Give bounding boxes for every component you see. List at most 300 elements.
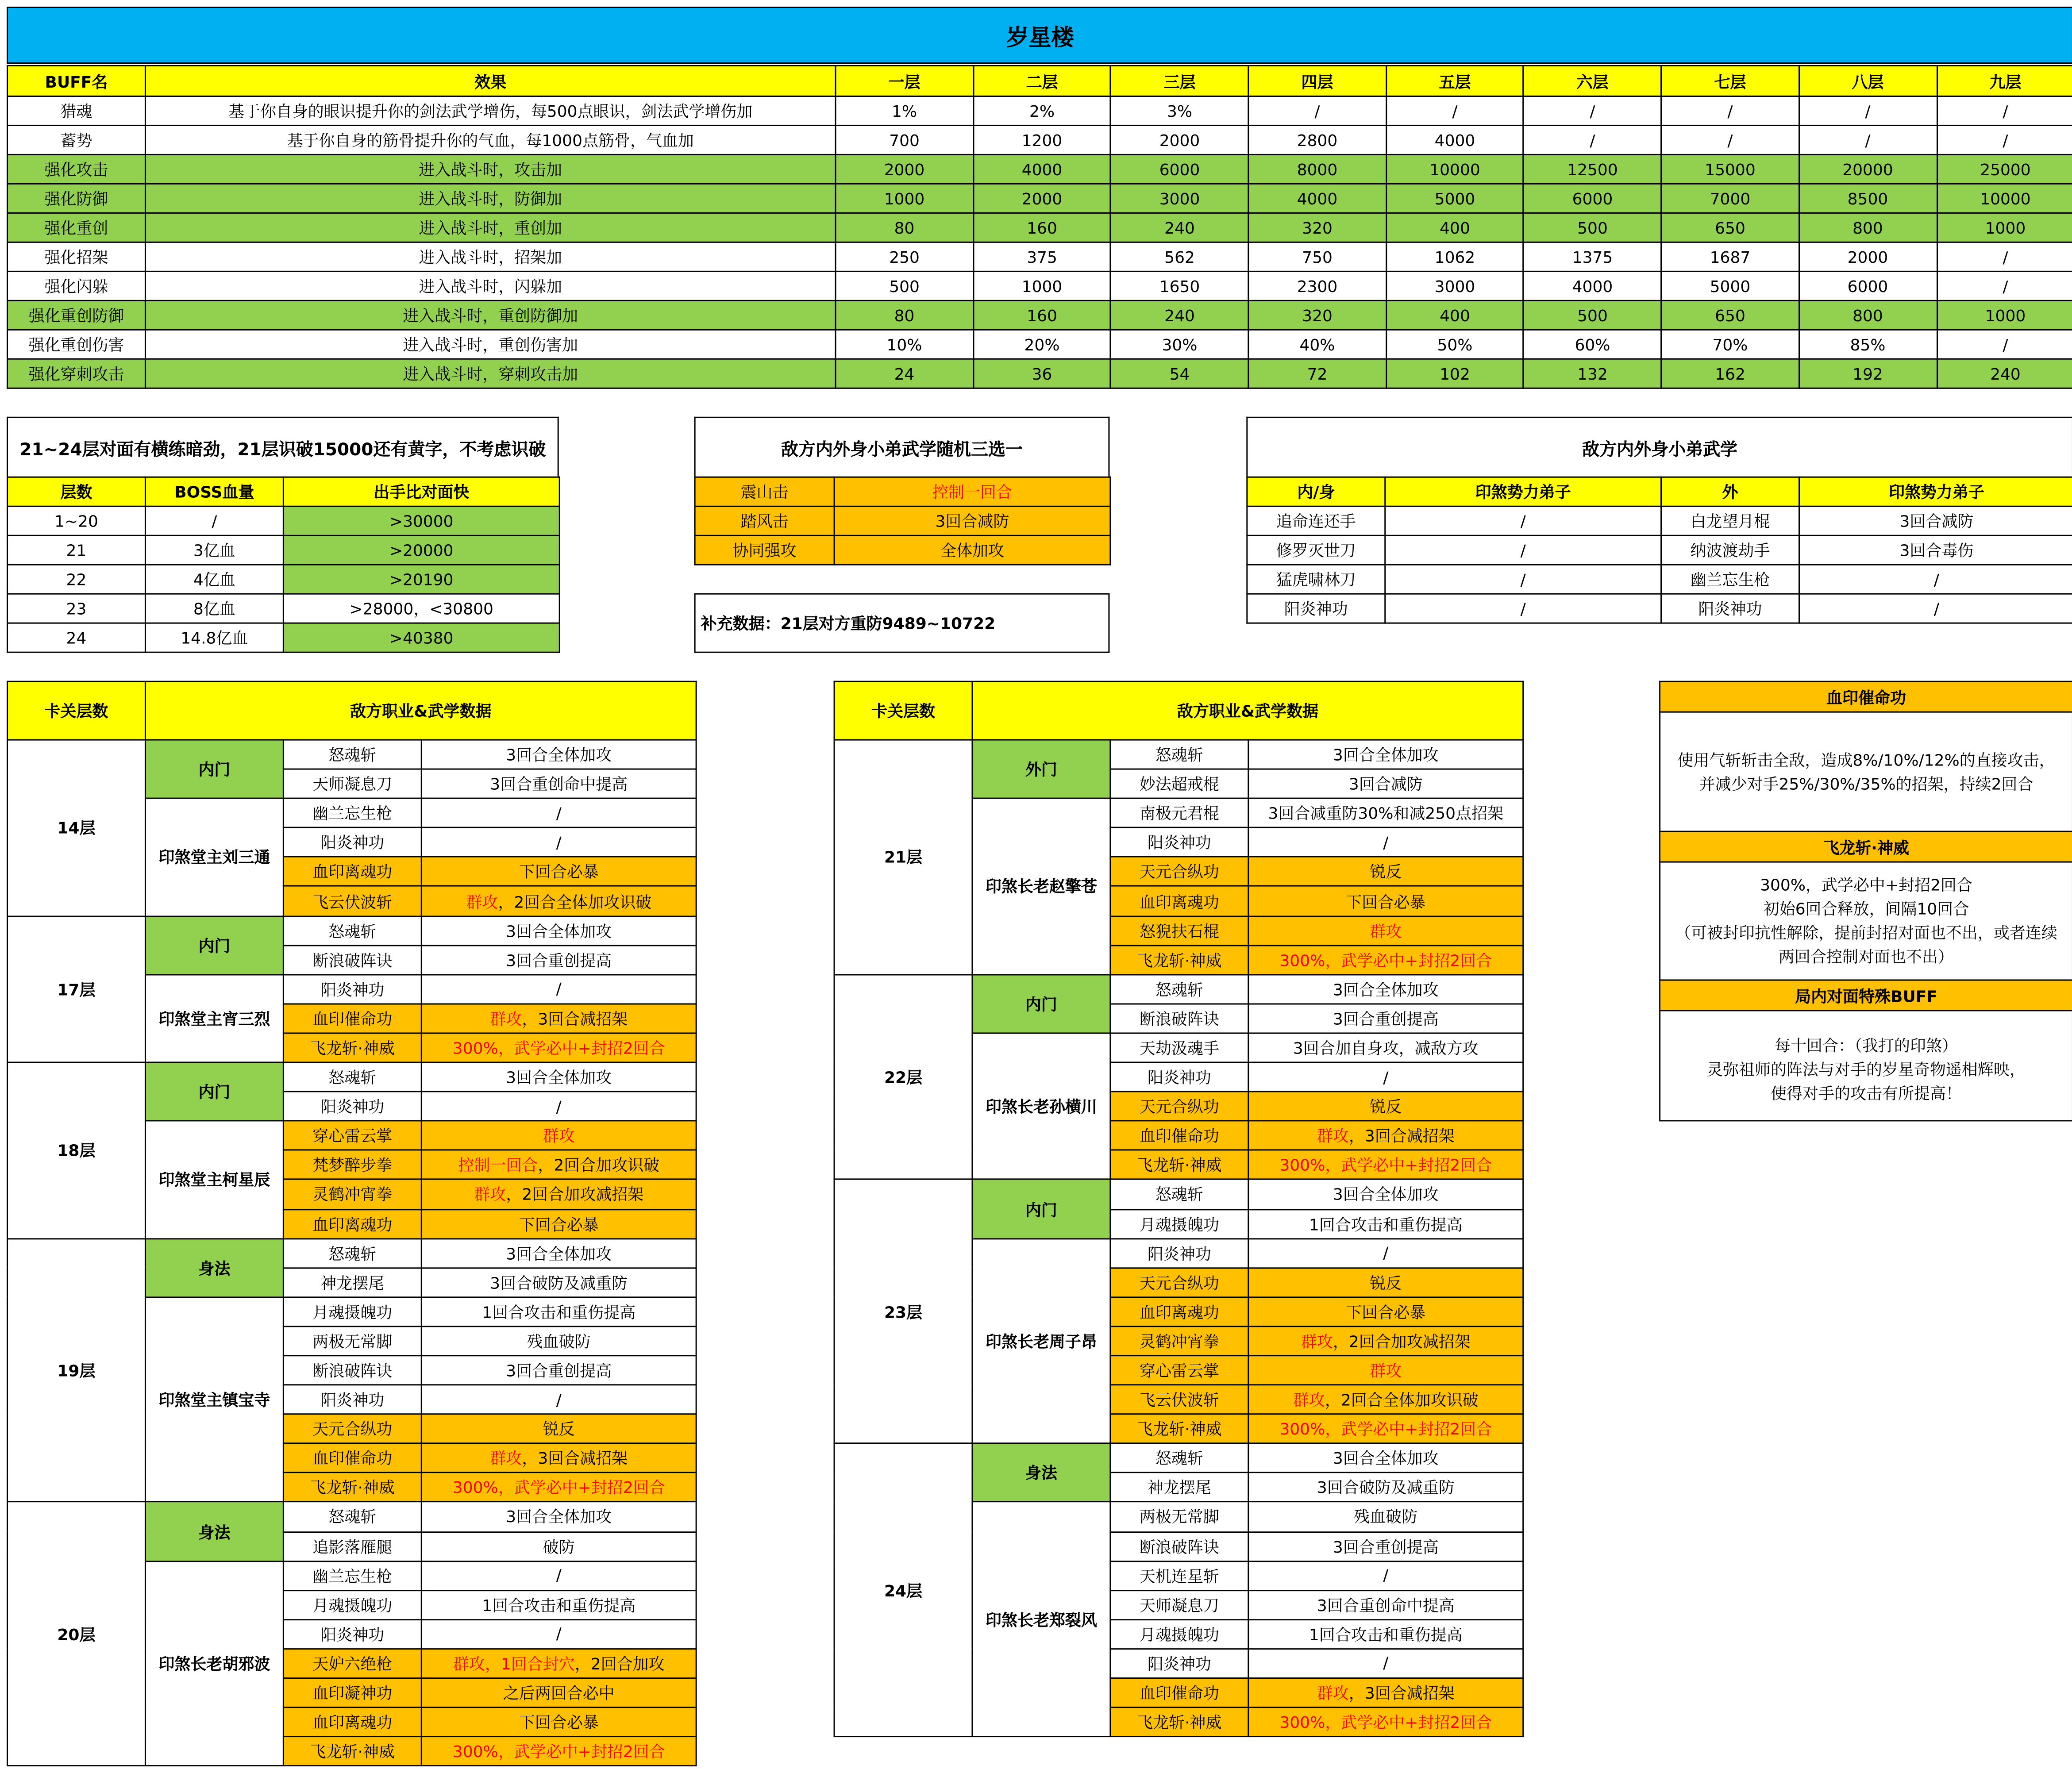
boss-row bbox=[7, 623, 559, 652]
minion-cell: 白龙望月棍 bbox=[1661, 506, 1799, 535]
skill-name: 穿心雷云掌 bbox=[283, 1121, 421, 1150]
buff-row bbox=[7, 271, 2072, 300]
skill-effect: 3回合减重防30%和减250点招架 bbox=[1248, 799, 1523, 828]
skill-effect bbox=[421, 1180, 696, 1209]
skill-name: 月魂摄魄功 bbox=[283, 1297, 421, 1326]
skill-name: 血印离魂功 bbox=[1110, 1297, 1248, 1326]
faction-label: 身法 bbox=[145, 1238, 283, 1297]
buff-value: 500 bbox=[1524, 300, 1661, 330]
skill-effect-rest: ，3回合减招架 bbox=[1348, 1127, 1455, 1146]
skill-effect-highlight: 群攻 bbox=[1317, 1127, 1349, 1146]
minion-cell: 阳炎神功 bbox=[1247, 594, 1385, 623]
skill-effect bbox=[421, 1033, 696, 1062]
skill-effect bbox=[1248, 1356, 1523, 1385]
floor-level: 18层 bbox=[7, 1062, 145, 1238]
buff-value: / bbox=[1937, 242, 2072, 271]
boss-cell: 23 bbox=[7, 594, 145, 623]
boss-cell: 8亿血 bbox=[145, 594, 283, 623]
skill-effect: 1回合攻击和重伤提高 bbox=[1248, 1619, 1523, 1649]
minion-header-row bbox=[1247, 477, 2072, 506]
skill-effect-highlight: 群攻 bbox=[1293, 1391, 1325, 1410]
skill-name: 阳炎神功 bbox=[283, 828, 421, 857]
skill-effect-highlight: 群攻 bbox=[1370, 922, 1402, 941]
skill-effect-highlight: 群攻 bbox=[543, 1127, 575, 1146]
buff-name: 猎魂 bbox=[7, 96, 145, 125]
skill-effect-rest: ，2回合加攻识破 bbox=[538, 1156, 660, 1175]
buff-value: 72 bbox=[1248, 359, 1386, 388]
minion-cell: / bbox=[1385, 535, 1661, 565]
note-line: 使得对手的攻击有所提高！ bbox=[1771, 1083, 1962, 1102]
boss-cell: 3亿血 bbox=[145, 535, 283, 565]
buff-value: 70% bbox=[1661, 330, 1799, 359]
note-line: 300%，武学必中+封招2回合 bbox=[1760, 876, 1972, 895]
buff-value: 1200 bbox=[973, 125, 1111, 154]
faction-label: 内门 bbox=[145, 1062, 283, 1121]
floor-level: 23层 bbox=[834, 1180, 972, 1443]
skill-effect: / bbox=[421, 1619, 696, 1649]
skill-row bbox=[7, 740, 696, 769]
buff-value: / bbox=[1248, 96, 1386, 125]
skill-effect-highlight: 群攻 bbox=[466, 892, 498, 911]
buff-row bbox=[7, 125, 2072, 154]
skill-effect-rest: ，2回合加攻减招架 bbox=[1333, 1332, 1471, 1351]
skill-effect: 破防 bbox=[421, 1531, 696, 1561]
buff-value: 1375 bbox=[1524, 242, 1661, 271]
buff-value: 1000 bbox=[1937, 300, 2072, 330]
skill-effect: 1回合攻击和重伤提高 bbox=[421, 1297, 696, 1326]
title-bar bbox=[7, 7, 2072, 64]
buff-value: 750 bbox=[1248, 242, 1386, 271]
skill-name: 穿心雷云掌 bbox=[1110, 1356, 1248, 1385]
faction-label: 内门 bbox=[972, 1180, 1110, 1238]
buff-header-cell: 六层 bbox=[1524, 65, 1661, 96]
floor-header-row bbox=[834, 681, 1523, 740]
skill-row bbox=[7, 916, 696, 945]
buff-value: 500 bbox=[1524, 213, 1661, 242]
buff-value: 3% bbox=[1111, 96, 1248, 125]
skill-effect bbox=[421, 886, 696, 915]
minion-header-cell: 内/身 bbox=[1247, 477, 1385, 506]
boss-cell: / bbox=[145, 506, 283, 535]
skill-effect: / bbox=[1248, 1561, 1523, 1590]
buff-value: 240 bbox=[1111, 300, 1248, 330]
skill-name: 血印催命功 bbox=[1110, 1678, 1248, 1707]
buff-value: 2000 bbox=[836, 154, 973, 184]
floor-header-level: 卡关层数 bbox=[7, 681, 145, 740]
buff-value: 650 bbox=[1661, 300, 1799, 330]
buff-value: / bbox=[1524, 125, 1661, 154]
skill-name: 月魂摄魄功 bbox=[1110, 1619, 1248, 1649]
buff-name: 强化招架 bbox=[7, 242, 145, 271]
skill-effect: / bbox=[1248, 1649, 1523, 1678]
random-row bbox=[695, 535, 1110, 565]
buff-header-cell: 三层 bbox=[1111, 65, 1248, 96]
random-title: 敌方内外身小弟武学随机三选一 bbox=[781, 440, 1023, 460]
skill-effect: 3回合重创提高 bbox=[421, 945, 696, 974]
buff-value: 1687 bbox=[1661, 242, 1799, 271]
skill-name: 南极元君棍 bbox=[1110, 799, 1248, 828]
buff-value: 4000 bbox=[1248, 184, 1386, 213]
skill-effect: 下回合必暴 bbox=[421, 1707, 696, 1737]
buff-effect: 基于你自身的眼识提升你的剑法武学增伤，每500点眼识，剑法武学增伤加 bbox=[145, 96, 836, 125]
faction-label: 外门 bbox=[972, 740, 1110, 799]
minion-row bbox=[1247, 506, 2072, 535]
skill-name: 天机连星斩 bbox=[1110, 1561, 1248, 1590]
buff-value: / bbox=[1937, 271, 2072, 300]
skill-name: 血印凝神功 bbox=[283, 1678, 421, 1707]
skill-name: 阳炎神功 bbox=[1110, 1238, 1248, 1268]
skill-effect: 3回合全体加攻 bbox=[421, 916, 696, 945]
minion-cell: / bbox=[1799, 565, 2072, 594]
skill-effect-highlight: 300%，武学必中+封招2回合 bbox=[452, 1039, 665, 1058]
boss-cell: 4亿血 bbox=[145, 565, 283, 594]
skill-name: 飞云伏波斩 bbox=[1110, 1385, 1248, 1414]
random-row bbox=[695, 477, 1110, 506]
buff-row bbox=[7, 213, 2072, 242]
buff-name: 强化重创防御 bbox=[7, 300, 145, 330]
buff-value: 1000 bbox=[1937, 213, 2072, 242]
buff-value: / bbox=[1799, 96, 1937, 125]
buff-header-cell: 四层 bbox=[1248, 65, 1386, 96]
skill-effect-rest: ，3回合减招架 bbox=[522, 1010, 628, 1029]
skill-effect bbox=[421, 1121, 696, 1150]
skill-name: 飞龙斩·神威 bbox=[1110, 1150, 1248, 1180]
faction-label: 印煞长老胡邪波 bbox=[145, 1561, 283, 1766]
skill-effect: 残血破防 bbox=[1248, 1502, 1523, 1531]
skill-name: 怒魂斩 bbox=[283, 1238, 421, 1268]
skill-name: 阳炎神功 bbox=[1110, 828, 1248, 857]
skill-name: 灵鹤冲宵拳 bbox=[1110, 1326, 1248, 1355]
skill-effect-highlight: 群攻 bbox=[490, 1010, 522, 1029]
buff-value: 25000 bbox=[1937, 154, 2072, 184]
boss-cell: 21 bbox=[7, 535, 145, 565]
skill-effect bbox=[1248, 916, 1523, 945]
note-title: 局内对面特殊BUFF bbox=[1660, 979, 2072, 1011]
floor-level: 19层 bbox=[7, 1238, 145, 1502]
buff-value: 15000 bbox=[1661, 154, 1799, 184]
skill-name: 天元合纵功 bbox=[1110, 1268, 1248, 1297]
faction-label: 印煞堂主镇宝寺 bbox=[145, 1297, 283, 1502]
buff-value: 1000 bbox=[836, 184, 973, 213]
buff-value: 320 bbox=[1248, 300, 1386, 330]
boss-cell: >30000 bbox=[283, 506, 559, 535]
skill-row bbox=[7, 1502, 696, 1531]
minion-cell: 3回合减防 bbox=[1799, 506, 2072, 535]
boss-cell: >20190 bbox=[283, 565, 559, 594]
faction-label: 内门 bbox=[145, 740, 283, 799]
buff-value: / bbox=[1661, 125, 1799, 154]
boss-table bbox=[7, 477, 560, 653]
minion-cell: 修罗灭世刀 bbox=[1247, 535, 1385, 565]
buff-value: 7000 bbox=[1661, 184, 1799, 213]
skill-effect: 3回合减防 bbox=[1248, 769, 1523, 798]
skill-name: 断浪破阵诀 bbox=[283, 945, 421, 974]
skill-name: 月魂摄魄功 bbox=[283, 1590, 421, 1619]
buff-value: 60% bbox=[1524, 330, 1661, 359]
buff-value: 700 bbox=[836, 125, 973, 154]
buff-row bbox=[7, 242, 2072, 271]
floor-header-level: 卡关层数 bbox=[834, 681, 972, 740]
buff-value: 500 bbox=[836, 271, 973, 300]
skill-effect: / bbox=[421, 1561, 696, 1590]
note-line: 每十回合：（我打的印煞） bbox=[1775, 1035, 1958, 1054]
minion-row bbox=[1247, 594, 2072, 623]
buff-value: / bbox=[1937, 96, 2072, 125]
buff-value: 30% bbox=[1111, 330, 1248, 359]
minion-row bbox=[1247, 535, 2072, 565]
faction-label: 内门 bbox=[145, 916, 283, 975]
buff-effect: 进入战斗时，重创加 bbox=[145, 213, 836, 242]
skill-effect: 下回合必暴 bbox=[1248, 1297, 1523, 1326]
page-title: 岁星楼 bbox=[1006, 25, 1074, 52]
buff-value: 36 bbox=[973, 359, 1111, 388]
skill-effect-rest: ，2回合全体加攻识破 bbox=[1325, 1391, 1479, 1410]
skill-effect: 下回合必暴 bbox=[1248, 886, 1523, 915]
skill-effect bbox=[421, 1004, 696, 1033]
note-body bbox=[1660, 713, 2072, 831]
skill-name: 怒魂斩 bbox=[283, 1502, 421, 1531]
note-line: （可被封印抗性解除，提前封招对面也不出，或者连续 bbox=[1675, 923, 2057, 942]
skill-name: 追影落雁腿 bbox=[283, 1531, 421, 1561]
buff-value: 40% bbox=[1248, 330, 1386, 359]
skill-effect: 3回合全体加攻 bbox=[421, 740, 696, 769]
skill-effect: 残血破防 bbox=[421, 1326, 696, 1355]
boss-cell: >20000 bbox=[283, 535, 559, 565]
buff-name: 强化防御 bbox=[7, 184, 145, 213]
buff-header-cell: 九层 bbox=[1937, 65, 2072, 96]
skill-name: 怒猊扶石棍 bbox=[1110, 916, 1248, 945]
skill-effect-highlight: 300%，武学必中+封招2回合 bbox=[1279, 1713, 1492, 1732]
buff-value: / bbox=[1524, 96, 1661, 125]
buff-value: 160 bbox=[973, 300, 1111, 330]
buff-value: 80 bbox=[836, 213, 973, 242]
random-skill: 震山击 bbox=[695, 477, 834, 506]
buff-value: 20% bbox=[973, 330, 1111, 359]
skill-name: 月魂摄魄功 bbox=[1110, 1209, 1248, 1238]
buff-value: 562 bbox=[1111, 242, 1248, 271]
skill-effect-highlight: 300%，武学必中+封招2回合 bbox=[1279, 1420, 1492, 1439]
skill-effect: 1回合攻击和重伤提高 bbox=[421, 1590, 696, 1619]
skill-name: 天元合纵功 bbox=[283, 1414, 421, 1443]
buff-value: 400 bbox=[1386, 300, 1524, 330]
buff-value: / bbox=[1386, 96, 1524, 125]
boss-row bbox=[7, 535, 559, 565]
skill-name: 阳炎神功 bbox=[283, 1092, 421, 1121]
buff-value: 20000 bbox=[1799, 154, 1937, 184]
buff-value: 2% bbox=[973, 96, 1111, 125]
buff-value: 192 bbox=[1799, 359, 1937, 388]
skill-effect: 3回合破防及减重防 bbox=[421, 1268, 696, 1297]
skill-row bbox=[7, 1238, 696, 1268]
buff-value: / bbox=[1937, 125, 2072, 154]
skill-name: 幽兰忘生枪 bbox=[283, 799, 421, 828]
buff-header-row bbox=[7, 65, 2072, 96]
skill-effect: 锐反 bbox=[1248, 857, 1523, 886]
floor-level: 14层 bbox=[7, 740, 145, 916]
skill-name: 怒魂斩 bbox=[1110, 974, 1248, 1004]
skill-effect: 3回合重创提高 bbox=[1248, 1004, 1523, 1033]
skill-effect bbox=[1248, 1385, 1523, 1414]
skill-effect: 锐反 bbox=[1248, 1268, 1523, 1297]
buff-value: 3000 bbox=[1111, 184, 1248, 213]
skill-effect: 3回合全体加攻 bbox=[1248, 1180, 1523, 1209]
skill-effect: 3回合全体加攻 bbox=[421, 1062, 696, 1092]
skill-name: 血印离魂功 bbox=[283, 1209, 421, 1238]
skill-effect bbox=[1248, 1678, 1523, 1707]
buff-value: 2000 bbox=[1111, 125, 1248, 154]
faction-label: 身法 bbox=[972, 1443, 1110, 1502]
buff-value: / bbox=[1937, 330, 2072, 359]
minion-table bbox=[1246, 477, 2072, 624]
buff-value: 8500 bbox=[1799, 184, 1937, 213]
skill-effect-rest: ，3回合减招架 bbox=[522, 1450, 628, 1469]
skill-effect: 3回合全体加攻 bbox=[421, 1502, 696, 1531]
skill-effect bbox=[1248, 1326, 1523, 1355]
skill-effect: / bbox=[421, 799, 696, 828]
buff-value: 320 bbox=[1248, 213, 1386, 242]
skill-name: 天劫汲魂手 bbox=[1110, 1033, 1248, 1062]
skill-name: 血印离魂功 bbox=[283, 857, 421, 886]
skill-name: 飞龙斩·神威 bbox=[283, 1033, 421, 1062]
skill-effect: 锐反 bbox=[1248, 1092, 1523, 1121]
skill-effect: 3回合重创命中提高 bbox=[1248, 1590, 1523, 1619]
buff-effect: 进入战斗时，招架加 bbox=[145, 242, 836, 271]
skill-effect-highlight: 群攻 bbox=[1317, 1684, 1349, 1703]
minion-cell: / bbox=[1799, 594, 2072, 623]
boss-header-cell: 出手比对面快 bbox=[283, 477, 559, 506]
buff-value: 250 bbox=[836, 242, 973, 271]
skill-effect: 3回合全体加攻 bbox=[1248, 740, 1523, 769]
skill-effect bbox=[421, 1649, 696, 1678]
minion-cell: / bbox=[1385, 565, 1661, 594]
buff-value: 4000 bbox=[1386, 125, 1524, 154]
skill-effect bbox=[1248, 945, 1523, 974]
supplement-box bbox=[694, 593, 1110, 653]
skill-name: 天元合纵功 bbox=[1110, 1092, 1248, 1121]
skill-name: 飞龙斩·神威 bbox=[283, 1737, 421, 1766]
buff-effect: 进入战斗时，攻击加 bbox=[145, 154, 836, 184]
buff-value: 5000 bbox=[1661, 271, 1799, 300]
skill-row bbox=[834, 1443, 1523, 1473]
buff-value: 375 bbox=[973, 242, 1111, 271]
buff-value: 240 bbox=[1937, 359, 2072, 388]
buff-row bbox=[7, 330, 2072, 359]
faction-label: 印煞堂主宵三烈 bbox=[145, 974, 283, 1062]
skill-name: 阳炎神功 bbox=[283, 1619, 421, 1649]
floor-level: 17层 bbox=[7, 916, 145, 1062]
buff-value: 10000 bbox=[1937, 184, 2072, 213]
buff-value: 2000 bbox=[1799, 242, 1937, 271]
skill-effect bbox=[421, 1150, 696, 1180]
note-title: 血印催命功 bbox=[1660, 682, 2072, 713]
boss-cell: >40380 bbox=[283, 623, 559, 652]
skill-effect bbox=[1248, 1121, 1523, 1150]
skill-effect-highlight: 300%，武学必中+封招2回合 bbox=[1279, 1156, 1492, 1175]
floor-level: 21层 bbox=[834, 740, 972, 974]
floor-header-data: 敌方职业&武学数据 bbox=[145, 681, 696, 740]
minion-cell: 猛虎啸林刀 bbox=[1247, 565, 1385, 594]
skill-name: 血印催命功 bbox=[1110, 1121, 1248, 1150]
skill-name: 血印离魂功 bbox=[283, 1707, 421, 1737]
skill-effect bbox=[1248, 1150, 1523, 1180]
boss-header-cell: BOSS血量 bbox=[145, 477, 283, 506]
faction-label: 身法 bbox=[145, 1502, 283, 1561]
boss-row bbox=[7, 594, 559, 623]
skill-effect-rest: ，3回合减招架 bbox=[1348, 1684, 1455, 1703]
skill-name: 神龙摆尾 bbox=[283, 1268, 421, 1297]
skill-name: 怒魂斩 bbox=[283, 740, 421, 769]
buff-value: 2000 bbox=[973, 184, 1111, 213]
buff-effect: 进入战斗时，防御加 bbox=[145, 184, 836, 213]
boss-cell: 22 bbox=[7, 565, 145, 594]
skill-effect: 3回合全体加攻 bbox=[1248, 1443, 1523, 1473]
minion-cell: 幽兰忘生枪 bbox=[1661, 565, 1799, 594]
skill-effect-rest: ，2回合全体加攻识破 bbox=[498, 892, 652, 911]
random-title-box bbox=[694, 417, 1110, 477]
boss-header-cell: 层数 bbox=[7, 477, 145, 506]
buff-value: 1000 bbox=[973, 271, 1111, 300]
minion-title: 敌方内外身小弟武学 bbox=[1582, 440, 1738, 460]
random-table bbox=[694, 477, 1111, 565]
skill-name: 飞龙斩·神威 bbox=[1110, 1414, 1248, 1443]
random-effect: 3回合减防 bbox=[834, 506, 1110, 535]
skill-row bbox=[834, 1180, 1523, 1209]
faction-label: 印煞长老郑裂风 bbox=[972, 1502, 1110, 1737]
buff-value: 1% bbox=[836, 96, 973, 125]
floor-table-left bbox=[7, 681, 697, 1767]
skill-name: 阳炎神功 bbox=[1110, 1649, 1248, 1678]
buff-name: 强化重创 bbox=[7, 213, 145, 242]
minion-cell: 阳炎神功 bbox=[1661, 594, 1799, 623]
buff-value: 2800 bbox=[1248, 125, 1386, 154]
skill-name: 飞龙斩·神威 bbox=[1110, 1707, 1248, 1737]
buff-name: 强化重创伤害 bbox=[7, 330, 145, 359]
buff-value: 160 bbox=[973, 213, 1111, 242]
buff-value: 24 bbox=[836, 359, 973, 388]
skill-effect: / bbox=[1248, 1062, 1523, 1092]
skill-effect: 3回合加自身攻，减敌方攻 bbox=[1248, 1033, 1523, 1062]
minion-header-cell: 外 bbox=[1661, 477, 1799, 506]
note-line: 初始6回合释放，间隔10回合 bbox=[1763, 900, 1969, 919]
skill-effect-highlight: 群攻 bbox=[490, 1450, 522, 1469]
buff-value: 10000 bbox=[1386, 154, 1524, 184]
skill-effect bbox=[421, 1443, 696, 1473]
floor-header-row bbox=[7, 681, 696, 740]
skill-effect-highlight: 控制一回合 bbox=[458, 1156, 538, 1175]
buff-effect: 进入战斗时，重创防御加 bbox=[145, 300, 836, 330]
skill-name: 阳炎神功 bbox=[1110, 1062, 1248, 1092]
faction-label: 印煞长老赵擎苍 bbox=[972, 799, 1110, 975]
buff-value: 162 bbox=[1661, 359, 1799, 388]
skill-effect: / bbox=[421, 1092, 696, 1121]
skill-effect-rest: ，2回合加攻减招架 bbox=[506, 1185, 644, 1204]
buff-header-cell: 八层 bbox=[1799, 65, 1937, 96]
floor-level: 24层 bbox=[834, 1443, 972, 1737]
faction-label: 内门 bbox=[972, 974, 1110, 1033]
buff-value: 8000 bbox=[1248, 154, 1386, 184]
skill-effect bbox=[421, 1737, 696, 1766]
buff-value: 1650 bbox=[1111, 271, 1248, 300]
buff-table bbox=[7, 65, 2072, 389]
boss-cell: >28000，<30800 bbox=[283, 594, 559, 623]
buff-value: 240 bbox=[1111, 213, 1248, 242]
skill-name: 天元合纵功 bbox=[1110, 857, 1248, 886]
skill-effect-highlight: 群攻，1回合封穴 bbox=[453, 1654, 575, 1673]
buff-value: 650 bbox=[1661, 213, 1799, 242]
skill-name: 两极无常脚 bbox=[1110, 1502, 1248, 1531]
minion-header-cell: 印煞势力弟子 bbox=[1385, 477, 1661, 506]
skill-name: 梵梦醉步拳 bbox=[283, 1150, 421, 1180]
